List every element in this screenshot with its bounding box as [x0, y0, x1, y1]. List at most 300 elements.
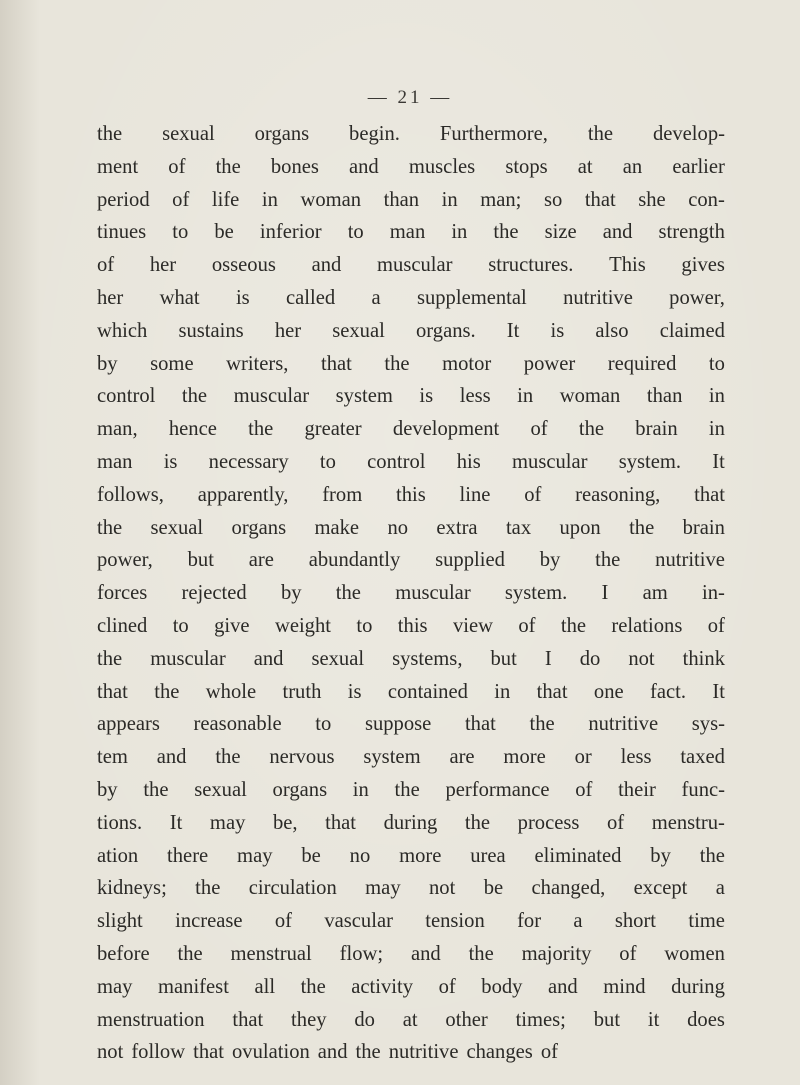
word: period	[97, 188, 150, 211]
text-line	[97, 905, 725, 938]
word: osseous	[211, 254, 276, 277]
word: there	[167, 844, 209, 867]
word: the	[384, 352, 410, 375]
word: kidneys;	[97, 877, 167, 900]
word: less	[459, 385, 491, 408]
text-line	[97, 216, 725, 249]
word: an	[622, 155, 643, 178]
word: inferior	[259, 221, 322, 244]
word: stops	[505, 155, 548, 178]
word: is	[235, 286, 250, 309]
page-number: — 21 —	[367, 87, 453, 108]
word: It	[712, 680, 725, 703]
word: does	[687, 1008, 725, 1031]
word: motor	[442, 352, 492, 375]
word: and	[602, 221, 633, 244]
word: sexual	[311, 647, 365, 670]
word: ment	[97, 155, 139, 178]
word: or	[574, 746, 592, 769]
text-line	[97, 249, 725, 282]
word: do	[579, 647, 601, 670]
word: called	[286, 286, 336, 309]
word: flow;	[339, 942, 384, 965]
word: all	[254, 975, 276, 998]
word: at	[402, 1008, 418, 1031]
word: more	[503, 746, 546, 769]
page-edge-shadow	[0, 0, 40, 1085]
word: the	[300, 975, 326, 998]
word: sys-	[691, 713, 725, 736]
word: a	[715, 877, 725, 900]
word: is	[550, 319, 565, 342]
word: the	[97, 647, 123, 670]
word: claimed	[659, 319, 725, 342]
word: during	[383, 811, 438, 834]
word: tinues	[97, 221, 147, 244]
word: they	[291, 1008, 327, 1031]
word: slight	[97, 910, 143, 933]
word: may	[237, 844, 273, 867]
word: manifest	[158, 975, 229, 998]
word: nutritive	[588, 713, 659, 736]
word: of	[540, 1041, 558, 1064]
word: be	[301, 844, 321, 867]
word: I	[601, 582, 609, 605]
word: the	[335, 582, 361, 605]
word: that	[694, 483, 725, 506]
word: the	[154, 680, 180, 703]
word: so	[543, 188, 563, 211]
word: the	[578, 418, 605, 441]
word: man;	[480, 188, 522, 211]
text-line	[97, 610, 725, 643]
word: this	[396, 483, 426, 506]
word: line	[459, 483, 491, 506]
word: short	[614, 910, 657, 933]
word: his	[456, 450, 481, 473]
text-line	[97, 1004, 725, 1037]
word: in	[261, 188, 278, 211]
word: the	[493, 221, 519, 244]
word: I	[544, 647, 552, 670]
word: the	[143, 778, 169, 801]
word: am	[642, 582, 668, 605]
word: and	[156, 746, 187, 769]
word: Furthermore,	[439, 123, 548, 145]
word: also	[595, 319, 629, 342]
word: but	[187, 549, 214, 572]
word: necessary	[208, 450, 289, 473]
word: apparently,	[197, 483, 289, 506]
word: more	[399, 844, 442, 867]
word: not	[97, 1041, 124, 1064]
word: and	[311, 254, 342, 277]
word: supplied	[435, 549, 505, 572]
text-line	[97, 971, 725, 1004]
word: development	[392, 418, 500, 441]
word: less	[620, 746, 652, 769]
word: not	[429, 877, 456, 900]
word: and	[253, 647, 284, 670]
word: menstru-	[651, 811, 725, 834]
word: taxed	[680, 746, 725, 769]
word: truth	[282, 680, 322, 703]
word: of	[619, 942, 637, 965]
word: be	[214, 221, 234, 244]
word: give	[214, 614, 250, 637]
text-line	[97, 544, 725, 577]
word: of	[438, 975, 456, 998]
word: tax	[505, 516, 532, 539]
word: be	[483, 877, 504, 900]
word: begin.	[349, 123, 400, 145]
word: vascular	[324, 910, 393, 933]
word: brain	[635, 418, 678, 441]
word: woman	[559, 385, 621, 408]
word: It	[712, 450, 725, 473]
word: nervous	[269, 746, 335, 769]
word: nutritive	[563, 286, 633, 309]
word: organs	[254, 123, 310, 145]
word: to	[315, 713, 332, 736]
word: may	[209, 811, 246, 834]
word: that	[193, 1041, 224, 1064]
word: clined	[97, 614, 148, 637]
word: that	[232, 1008, 264, 1031]
word: other	[445, 1008, 488, 1031]
word: contained	[387, 680, 468, 703]
word: is	[163, 450, 178, 473]
text-line	[97, 380, 725, 413]
word: the	[97, 123, 123, 145]
word: woman	[300, 188, 362, 211]
word: power,	[669, 286, 725, 309]
word: not	[628, 647, 655, 670]
word: from	[322, 483, 363, 506]
word: view	[452, 614, 493, 637]
word: muscular	[512, 450, 588, 473]
word: structures.	[488, 254, 574, 277]
word: menstrual	[230, 942, 312, 965]
word: by	[539, 549, 561, 572]
word: organs	[231, 516, 287, 539]
word: suppose	[364, 713, 432, 736]
word: to	[708, 352, 725, 375]
word: by	[280, 582, 302, 605]
word: in	[352, 778, 369, 801]
word: their	[618, 778, 656, 801]
word: follows,	[97, 483, 164, 506]
word: the	[177, 942, 203, 965]
word: changes	[466, 1041, 533, 1064]
word: the	[629, 516, 655, 539]
word: systems,	[392, 647, 463, 670]
word: fact.	[650, 680, 687, 703]
word: to	[172, 221, 189, 244]
word: life	[211, 188, 240, 211]
word: reasoning,	[575, 483, 661, 506]
word: writers,	[226, 352, 289, 375]
word: in	[708, 418, 725, 441]
word: the	[181, 385, 208, 408]
word: by	[97, 352, 118, 375]
word: than	[646, 385, 683, 408]
word: than	[383, 188, 420, 211]
word: tem	[97, 746, 128, 769]
word: develop-	[652, 123, 725, 145]
word: supplemental	[416, 286, 527, 309]
word: follow	[131, 1041, 186, 1064]
word: think	[682, 647, 725, 670]
word: abundantly	[308, 549, 401, 572]
word: organs	[272, 778, 328, 801]
text-line	[97, 151, 725, 184]
word: nutritive	[655, 549, 725, 572]
word: of	[97, 254, 115, 277]
word: make	[314, 516, 360, 539]
word: what	[159, 286, 200, 309]
text-line	[97, 577, 725, 610]
word: earlier	[672, 155, 725, 178]
word: in-	[702, 582, 725, 605]
text-line	[97, 512, 725, 545]
word: muscular	[150, 647, 226, 670]
word: times;	[515, 1008, 566, 1031]
word: eliminated	[534, 844, 622, 867]
word: man,	[97, 418, 138, 441]
word: power,	[97, 549, 153, 572]
word: mind	[603, 975, 646, 998]
word: muscular	[377, 254, 453, 277]
word: to	[172, 614, 189, 637]
word: of	[575, 778, 593, 801]
word: do	[354, 1008, 375, 1031]
word: rejected	[181, 582, 247, 605]
word: but	[593, 1008, 621, 1031]
word: control	[367, 450, 426, 473]
word: relations	[611, 614, 683, 637]
word: weight	[274, 614, 332, 637]
word: of	[530, 418, 548, 441]
word: system	[335, 385, 393, 408]
text-line	[97, 479, 725, 512]
word: menstruation	[97, 1008, 205, 1031]
word: man	[97, 450, 133, 473]
word: in	[451, 221, 468, 244]
word: but	[490, 647, 517, 670]
word: sexual	[162, 123, 215, 145]
word: ation	[97, 844, 139, 867]
word: of	[172, 188, 190, 211]
word: women	[664, 942, 725, 965]
word: at	[577, 155, 593, 178]
word: the	[464, 811, 491, 834]
word: control	[97, 385, 156, 408]
word: the	[97, 516, 123, 539]
text-line	[97, 741, 725, 774]
word: sustains	[178, 319, 244, 342]
word: are	[449, 746, 475, 769]
text-line	[97, 184, 725, 217]
word: to	[347, 221, 364, 244]
word: the	[560, 614, 587, 637]
word: is	[419, 385, 434, 408]
word: forces	[97, 582, 148, 605]
word: for	[517, 910, 542, 933]
word: func-	[681, 778, 725, 801]
word: during	[671, 975, 725, 998]
word: organs.	[415, 319, 476, 342]
word: of	[524, 483, 542, 506]
word: performance	[445, 778, 550, 801]
word: the	[394, 778, 420, 801]
text-line	[97, 413, 725, 446]
text-line	[97, 676, 725, 709]
word: that	[464, 713, 496, 736]
word: of	[274, 910, 293, 933]
word: whole	[205, 680, 257, 703]
word: changed,	[531, 877, 606, 900]
word: the	[699, 844, 725, 867]
text-line	[97, 840, 725, 873]
text-line	[97, 708, 725, 741]
word: the	[195, 877, 221, 900]
word: in	[708, 385, 725, 408]
word: her	[274, 319, 302, 342]
word: the	[355, 1041, 381, 1064]
word: sexual	[332, 319, 385, 342]
word: reasonable	[193, 713, 282, 736]
word: circulation	[248, 877, 337, 900]
word: appears	[97, 713, 160, 736]
word: her	[97, 286, 124, 309]
word: required	[607, 352, 677, 375]
word: of	[518, 614, 536, 637]
word: her	[149, 254, 177, 277]
word: system	[363, 746, 421, 769]
word: bones	[270, 155, 319, 178]
text-line	[97, 348, 725, 381]
text-line	[97, 446, 725, 479]
word: in	[494, 680, 511, 703]
word: the	[529, 713, 555, 736]
word: by	[97, 778, 118, 801]
word: may	[365, 877, 401, 900]
text-line	[97, 1036, 725, 1069]
word: that	[584, 188, 616, 211]
word: that	[320, 352, 352, 375]
body-text	[97, 118, 725, 1069]
word: that	[97, 680, 128, 703]
word: is	[347, 680, 362, 703]
word: man	[389, 221, 426, 244]
word: be,	[272, 811, 298, 834]
word: one	[593, 680, 624, 703]
word: time	[688, 910, 725, 933]
word: a	[371, 286, 381, 309]
word: the	[215, 746, 241, 769]
word: majority	[521, 942, 592, 965]
word: strength	[658, 221, 725, 244]
word: sexual	[194, 778, 247, 801]
word: to	[356, 614, 373, 637]
word: greater	[304, 418, 362, 441]
word: tions.	[97, 811, 143, 834]
word: process	[517, 811, 580, 834]
word: a	[573, 910, 583, 933]
word: and	[547, 975, 578, 998]
word: are	[248, 549, 274, 572]
text-line	[97, 118, 725, 151]
word: the	[215, 155, 241, 178]
word: of	[168, 155, 186, 178]
word: some	[150, 352, 194, 375]
word: the	[248, 418, 274, 441]
word: It	[169, 811, 183, 834]
word: body	[481, 975, 523, 998]
text-line	[97, 872, 725, 905]
word: in	[517, 385, 534, 408]
word: that	[536, 680, 568, 703]
word: the	[595, 549, 621, 572]
word: that	[325, 811, 356, 834]
word: system.	[618, 450, 682, 473]
word: she	[638, 188, 666, 211]
word: power	[523, 352, 576, 375]
word: it	[647, 1008, 660, 1031]
word: brain	[682, 516, 725, 539]
word: sexual	[150, 516, 204, 539]
word: gives	[681, 254, 725, 277]
word: except	[633, 877, 688, 900]
word: upon	[559, 516, 601, 539]
word: extra	[436, 516, 478, 539]
word: which	[97, 319, 148, 342]
word: and	[317, 1041, 348, 1064]
text-line	[97, 282, 725, 315]
word: to	[319, 450, 336, 473]
word: no	[387, 516, 409, 539]
word: of	[707, 614, 725, 637]
word: system.	[504, 582, 568, 605]
text-line	[97, 774, 725, 807]
word: tension	[425, 910, 485, 933]
word: muscular	[233, 385, 310, 408]
word: the	[468, 942, 494, 965]
word: It	[506, 319, 520, 342]
word: may	[97, 975, 133, 998]
word: hence	[168, 418, 217, 441]
word: con-	[688, 188, 725, 211]
word: and	[349, 155, 379, 178]
word: before	[97, 942, 150, 965]
word: this	[397, 614, 428, 637]
word: nutritive	[388, 1041, 459, 1064]
word: by	[650, 844, 671, 867]
word: in	[441, 188, 458, 211]
text-line	[97, 938, 725, 971]
word: size	[544, 221, 577, 244]
word: ovulation	[232, 1041, 310, 1064]
word: muscular	[395, 582, 471, 605]
word: of	[606, 811, 625, 834]
word: activity	[351, 975, 414, 998]
text-line	[97, 807, 725, 840]
text-line	[97, 643, 725, 676]
word: no	[349, 844, 371, 867]
word: muscles	[408, 155, 476, 178]
word: This	[609, 254, 646, 277]
